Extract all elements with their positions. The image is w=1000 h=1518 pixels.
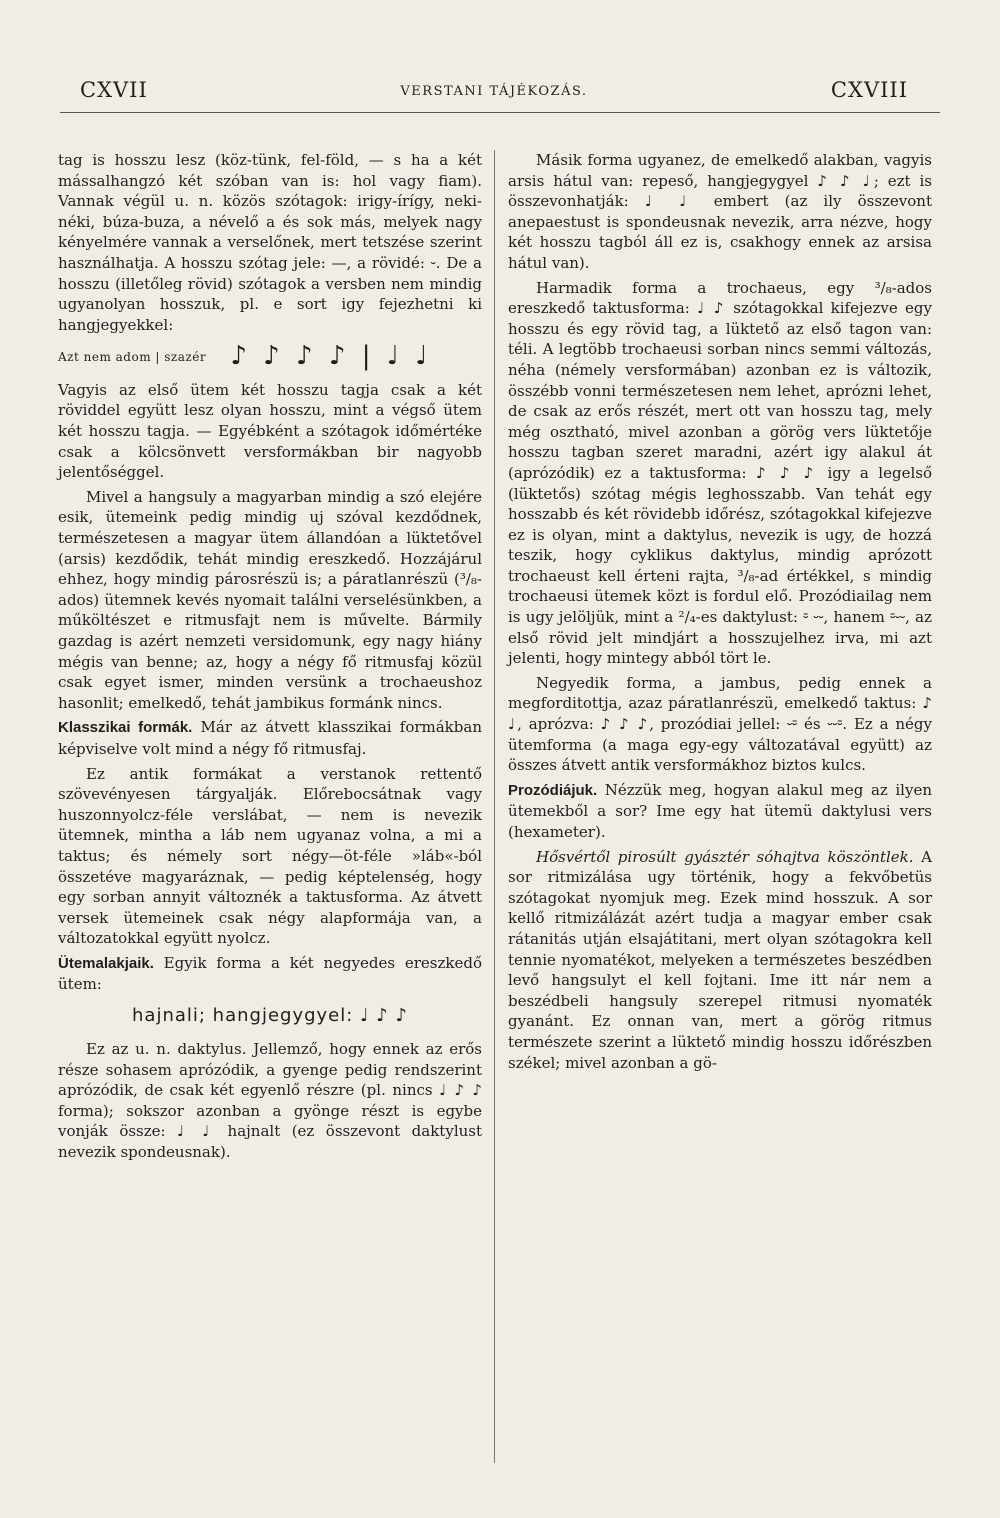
paragraph: Másik forma ugyanez, de emelkedő alakban, vagyis arsis hátul van: repeső, hangjegygyel ♪ ♪ ♩; ezt is összevonhatják: ♩ ♩ embert (az ily összevont anepaestust is spondeusnak nevezik, arra nézve, hogy két hosszu tagból áll ez is, csakhogy ennek az arsisa hátul van). — [508, 151, 932, 272]
paragraph: Ez az u. n. daktylus. Jellemző, hogy ennek az erős része sohasem aprózódik, a gyenge pedig rendszerint aprózódik, de csak két egyenlő részre (pl. nincs ♩ ♪ ♪ forma); sokszor azonban a gyönge részt is egybe vonják össze: ♩ ♩ hajnalt (ez összevont daktylust nevezik spondeusnak). — [58, 1040, 482, 1162]
paragraph: Már az átvett klasszikai formákban képviselve volt mind a négy fő ritmusfaj. — [58, 718, 482, 758]
section-heading: Prozódiájuk. — [508, 781, 598, 799]
running-header — [80, 78, 908, 108]
section-heading: Klasszikai formák. — [58, 719, 193, 737]
paragraph: Negyedik forma, a jambus, pedig ennek a megforditottja, azaz páratlanrészü, emelkedő taktus: ♪ ♩, aprózva: ♪ ♪ ♪, prozódiai jellel: ⏑⏒ és ⏑⏑⏒. Ez a négy ütemforma (a maga egy-egy változatával együtt) az összes átvett antik versformákhoz biztos kulcs. — [508, 673, 932, 775]
verse-example: Hősvértől pirosúlt gyásztér sóhajtva köszöntlek. — [536, 847, 914, 866]
section-heading: Ütemalakjaik. — [58, 954, 154, 972]
music-example — [58, 339, 482, 374]
paragraph: Mivel a hangsuly a magyarban mindig a szó elejére esik, ütemeink pedig mindig uj szóval kezdődnek, természetesen a magyar ütem állandóan a lüktetővel (arsis) kezdődik, tehát mindig ereszkedő. Hozzájárul ehhez, hogy mindig párosrészü is; a páratlanrészü (³/₈-ados) ütemnek kevés nyomait találni verselésünkben, a műköltészet e ritmusfajt nem is művelte. Bármily gazdag is azért nemzeti versidomunk, egy nagy hiány mégis van benne; az, hogy a négy fő ritmusfaj közül csak egyet ismer, minden versünk a trochaeushoz hasonlit; emelkedő, tehát jambikus formánk nincs. — [58, 487, 482, 712]
left-page-number: CXVII — [80, 78, 148, 102]
paragraph: tag is hosszu lesz (köz-tünk, fel-föld, — s ha a két mássalhangzó két szóban van is: hol vagy fiam). Vannak végül u. n. közös szótagok: irigy-írígy, neki-néki, búza-buza, a névelő a és sok más, melyek nagy kényelmére vannak a verselőnek, mert tetszése szerint használhatja. A hosszu szótag jele: —, a rövidé: ⏑. De a hosszu (illetőleg rövid) szótagok a versben nem mindig ugyanolyan hosszuk, pl. e sort igy fejezhetni ki hangjegyekkel: — [58, 151, 482, 334]
paragraph: Nézzük meg, hogyan alakul meg az ilyen ütemekből a sor? Ime egy hat ütemü daktylusi vers (hexameter). — [508, 780, 932, 841]
music-notes: ♪ ♪ ♪ ♪ | ♩ ♩ — [230, 341, 432, 372]
column-divider — [494, 150, 495, 1463]
paragraph: Vagyis az első ütem két hosszu tagja csak a két röviddel együtt lesz olyan hosszu, mint a végső ütem két hosszu tagja. — Egyébként a szótagok időmértéke csak a kölcsönvett versformákban bir nagyobb jelentőséggel. — [58, 380, 482, 482]
running-title: VERSTANI TÁJÉKOZÁS. — [400, 84, 588, 99]
right-page-number: CXVIII — [830, 78, 908, 102]
paragraph: Harmadik forma a trochaeus, egy ³/₈-ados ereszkedő taktusforma: ♩ ♪ szótagokkal kifejezve egy hosszu és egy rövid tag, a lüktető az első tagon van: téli. A legtöbb trochaeusi sorban nincs semmi változás, néha (némely versformában) azonban ez is változik, összébb vonni természetesen nem lehet, aprózni lehet, de csak az erős részét, mert ott van hosszu tag, mely még osztható, mivel azonban a görög vers lüktetője hosszu tagban szeret maradni, azért igy alakul át (aprózódik) ez a taktusforma: ♪ ♪ ♪ igy a legelső (lüktetős) szótag mégis leghosszabb. Van tehát egy hosszabb és két rövidebb időrész, szótagokkal kifejezve ez is olyan, mint a daktylus, nevezik is ugy, de hozzá teszik, hogy cyklikus daktylus, mindig aprózott trochaeust kell érteni rajta, ³/₈-ad értékkel, s mindig trochaeusi ütemek közt is fordul elő. Prozódiailag nem is ugy jelöljük, mint a ²/₄-es daktylust: ⏒ ⏑⏑, hanem ⏒⏑⏑, az első rövid jelt mindjárt a hosszujelhez irva, mi azt jelenti, hogy mintegy abból tört le. — [508, 278, 932, 668]
paragraph: Egyik forma a két negyedes ereszkedő ütem: — [58, 953, 482, 994]
paragraph: A sor ritmizálása ugy történik, hogy a fekvőbetüs szótagokat nyomjuk meg. Ezek mind hosszuk. A sor kellő ritmizálázát azért tudja a magyar ember csak rátanitás utján elsajátitani, mert olyan szótagokra kell tennie nyomatékot, melyeken a természetes beszédben levő hangsulyt el kell fojtani. Ime itt nár nem a beszédbeli hangsuly szerepel ritmusi nyomaték gyanánt. Ez onnan van, mert a görög ritmus természete szerint a lüktető mindig hosszu időrészben székel; mivel azonban a gö- — [508, 847, 932, 1072]
header-rule — [60, 112, 940, 113]
paragraph: Ez antik formákat a verstanok rettentő szövevényesen tárgyalják. Előrebocsátnak vagy huszonnyolcz-féle verslábat, — nem is nevezik ütemnek, mintha a láb nem ugyanaz volna, a mi a taktus; és némely sort négy—öt-féle »láb«-ból összetéve magyaráznak, — pedig képtelenség, hogy egy sorban annyit változnék a taktusforma. Az átvett versek ütemeinek csak négy alapformája van, a változatokkal együtt nyolcz. — [58, 764, 482, 948]
left-column — [58, 150, 482, 1167]
music-example: hajnali; hangjegygyel: ♩ ♪ ♪ — [132, 1005, 408, 1027]
right-column — [508, 150, 932, 1077]
music-example-label: Azt nem adom | szazér — [58, 349, 207, 364]
